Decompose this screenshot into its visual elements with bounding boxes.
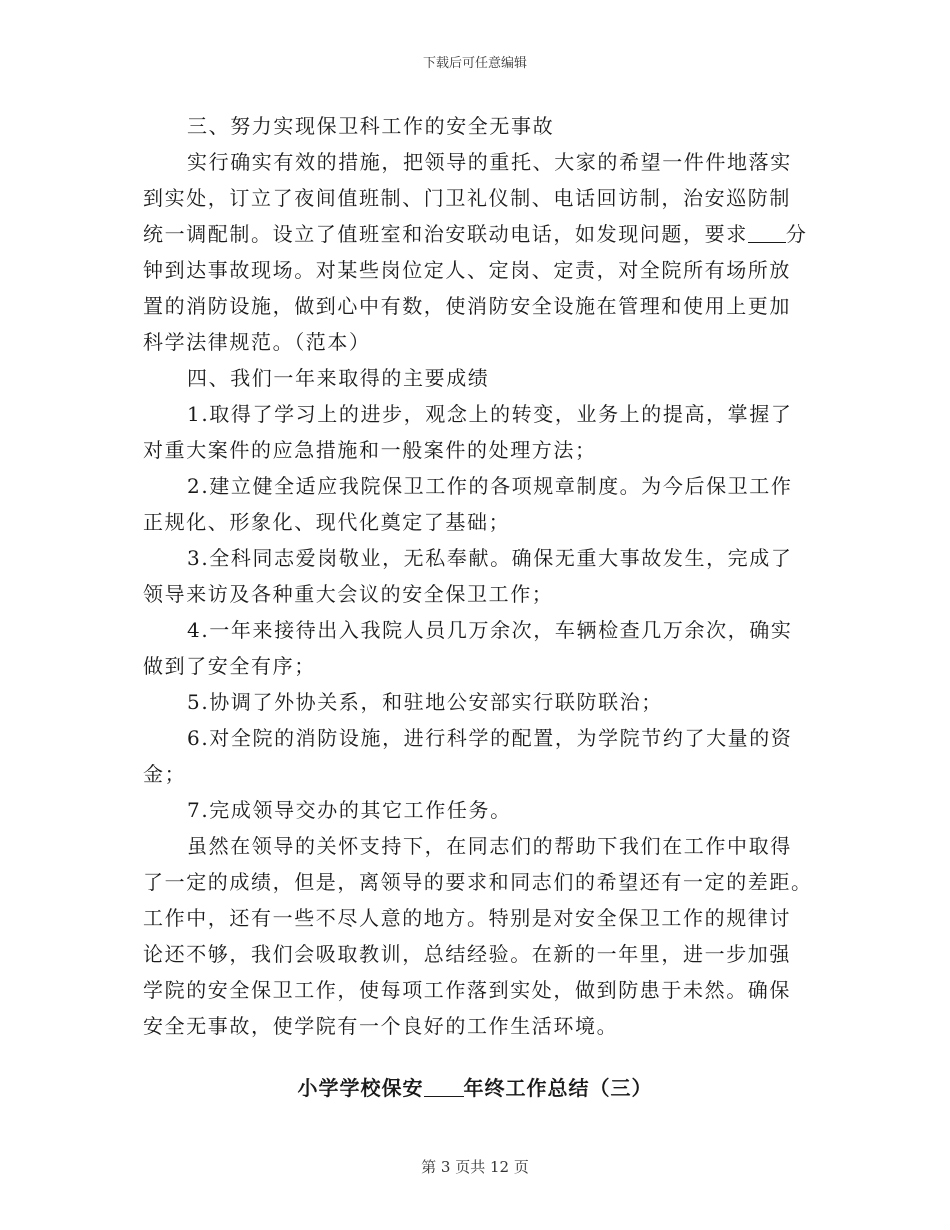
- paragraph-text: 统一调配制。设立了值班室和治安联动电话，如发现问题，要求: [143, 222, 748, 246]
- fill-blank: [424, 1078, 464, 1097]
- paragraph-line: 安全无事故，使学院有一个良好的工作生活环境。: [143, 1014, 619, 1038]
- paragraph-line: 工作中，还有一些不尽人意的地方。特别是对安全保卫工作的规律讨: [143, 906, 791, 930]
- paragraph-line: 到实处，订立了夜间值班制、门卫礼仪制、电话回访制，治安巡防制: [143, 186, 791, 210]
- list-item: 6.对全院的消防设施，进行科学的配置，为学院节约了大量的资: [187, 726, 793, 750]
- paragraph-line: 科学法律规范。（范本）: [143, 330, 371, 354]
- paragraph-line: 置的消防设施，做到心中有数，使消防安全设施在管理和使用上更加: [143, 294, 791, 318]
- list-item-continuation: 对重大案件的应急措施和一般案件的处理方法；: [143, 438, 597, 462]
- list-item: 5.协调了外协关系，和驻地公安部实行联防联治；: [187, 690, 663, 714]
- list-item-continuation: 正规化、形象化、现代化奠定了基础；: [143, 510, 511, 534]
- title-text: 小学学校保安: [297, 1076, 424, 1100]
- list-item: 2.建立健全适应我院保卫工作的各项规章制度。为今后保卫工作: [187, 474, 793, 498]
- list-item: 3.全科同志爱岗敬业，无私奉献。确保无重大事故发生，完成了: [187, 546, 793, 570]
- paragraph-line: 实行确实有效的措施，把领导的重托、大家的希望一件件地落实: [187, 150, 792, 174]
- section-heading: 四、我们一年来取得的主要成绩: [187, 366, 490, 390]
- next-section-title: [0, 1072, 950, 1101]
- section-heading: 三、努力实现保卫科工作的安全无事故: [187, 114, 555, 138]
- paragraph-text: 分: [785, 222, 808, 246]
- list-item-continuation: 领导来访及各种重大会议的安全保卫工作；: [143, 582, 554, 606]
- list-item: 7.完成领导交办的其它工作任务。: [187, 798, 512, 822]
- list-item-continuation: 金；: [143, 762, 187, 786]
- paragraph-line: 了一定的成绩，但是，离领导的要求和同志们的希望还有一定的差距。: [143, 870, 813, 894]
- list-item: 1.取得了学习上的进步，观念上的转变，业务上的提高，掌握了: [187, 402, 793, 426]
- title-text: 年终工作总结（三）: [463, 1076, 653, 1100]
- list-item-continuation: 做到了安全有序；: [143, 654, 316, 678]
- header-note: 下载后可任意编辑: [422, 56, 527, 71]
- fill-blank: [748, 224, 786, 243]
- page-number: 第 3 页共 12 页: [421, 1158, 529, 1176]
- list-item: 4.一年来接待出入我院人员几万余次，车辆检查几万余次，确实: [187, 618, 793, 642]
- document-body: [143, 108, 813, 1044]
- paragraph-line: 学院的安全保卫工作，使每项工作落到实处，做到防患于未然。确保: [143, 978, 791, 1002]
- paragraph-line: 钟到达事故现场。对某些岗位定人、定岗、定责，对全院所有场所放: [143, 258, 791, 282]
- paragraph-line: [143, 216, 808, 252]
- paragraph-line: 虽然在领导的关怀支持下，在同志们的帮助下我们在工作中取得: [187, 834, 792, 858]
- paragraph-line: 论还不够，我们会吸取教训，总结经验。在新的一年里，进一步加强: [143, 942, 791, 966]
